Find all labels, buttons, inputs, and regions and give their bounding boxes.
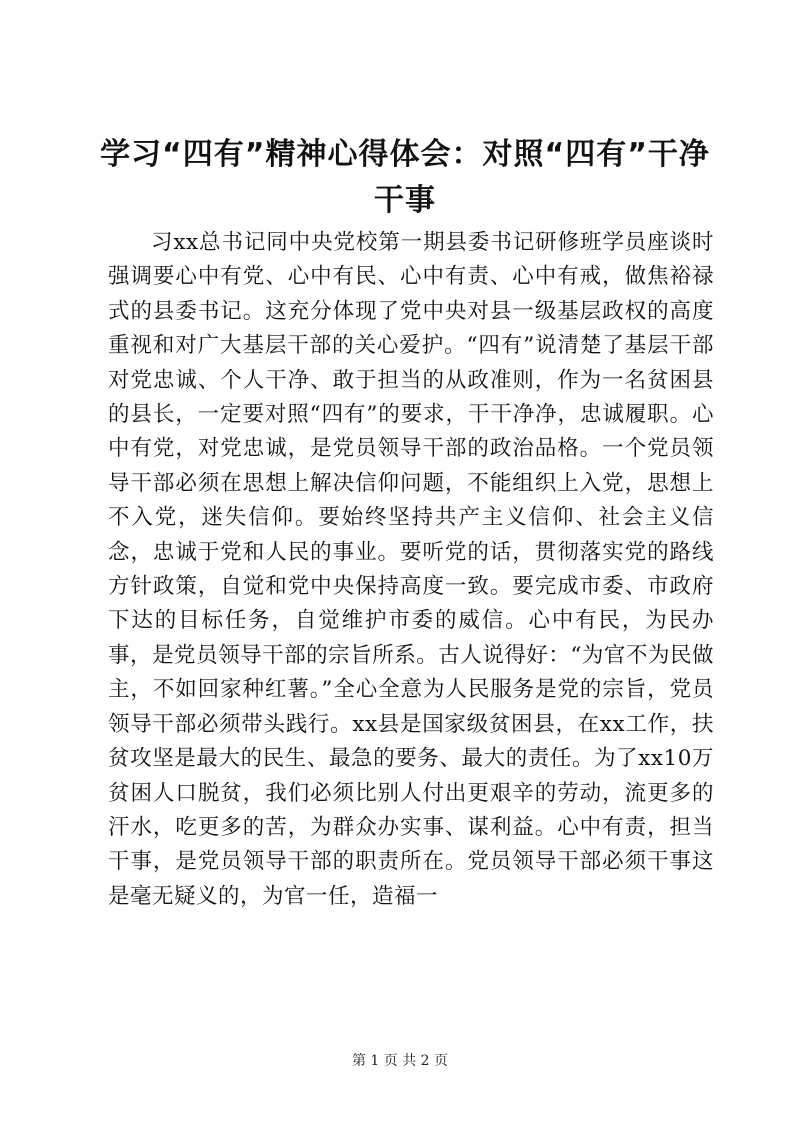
body-paragraph: 习xx总书记同中央党校第一期县委书记研修班学员座谈时强调要心中有党、心中有民、心中有责、心中有戒，做焦裕禄式的县委书记。这充分体现了党中央对县一级基层政权的高度重视和对广大基层干部的关心爱护。“四有”说清楚了基层干部对党忠诚、个人干净、敢于担当的从政准则，作为一名贫困县的县长，一定要对照“四有”的要求，干干净净，忠诚履职。心中有党，对党忠诚，是党员领导干部的政治品格。一个党员领导干部必须在思想上解决信仰问题，不能组织上入党，思想上不入党，迷失信仰。要始终坚持共产主义信仰、社会主义信念，忠诚于党和人民的事业。要听党的话，贯彻落实党的路线方针政策，自觉和党中央保持高度一致。要完成市委、市政府下达的目标任务，自觉维护市委的威信。心中有民，为民办事，是党员领导干部的宗旨所系。古人说得好：“为官不为民做主，不如回家种红薯。”全心全意为人民服务是党的宗旨，党员领导干部必须带头践行。xx县是国家级贫困县，在xx工作，扶贫攻坚是最大的民生、最急的要务、最大的责任。为了xx10万贫困人口脱贫，我们必须比别人付出更艰辛的劳动，流更多的汗水，吃更多的苦，为群众办实事、谋利益。心中有责，担当干事，是党员领导干部的职责所在。党员领导干部必须干事这是毫无疑义的，为官一任，造福一 <box>108 230 714 909</box>
document-title: 学习“四有”精神心得体会：对照“四有”干净干事 <box>100 137 710 218</box>
page-footer: 第 1 页 共 2 页 <box>351 1053 449 1069</box>
